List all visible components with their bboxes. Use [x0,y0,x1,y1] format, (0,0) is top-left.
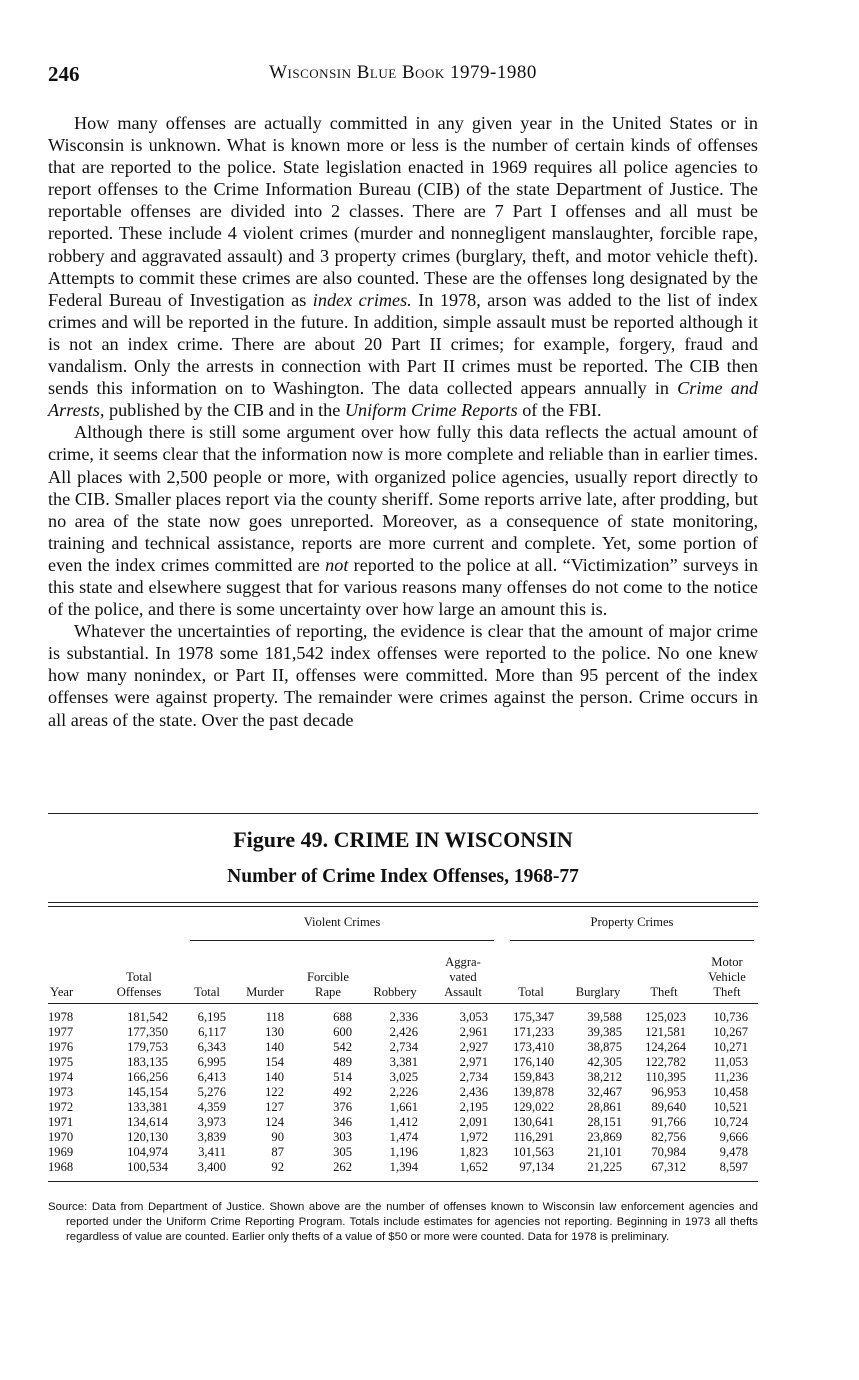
table-cell: 89,640 [651,1100,686,1114]
table-cell: 492 [333,1085,352,1099]
table-cell: 159,843 [513,1070,554,1084]
table-cell: 2,226 [389,1085,418,1099]
table-cell: 28,861 [587,1100,622,1114]
col-murder: Murder [236,949,294,1004]
col-robbery: Robbery [362,949,428,1004]
table-cell: 10,271 [713,1040,748,1054]
table-cell: 140 [265,1040,284,1054]
page-number: 246 [48,62,80,86]
table-row [48,1085,758,1100]
paragraph-2: Although there is still some argument over how fully this data reflects the actual amount of crime, it seems clear that the information now is more complete and reliable than in earlier times. All places with 2,500 people or more, with organized police agencies, usually report directly to the CIB. Smaller places report via the county sheriff. Some reports arrive late, after prodding, but no area of the state now goes unreported. Moreover, as a consequence of state monitoring, training and technical assistance, reports are more current and complete. Yet, some portion of even the index crimes committed are not reported to the police at all. “Victimization” surveys in this state and elsewhere suggest that for various reasons many offenses do not come to the notice of the police, and there is some uncertainty over how large an amount this is. [48,422,758,620]
table-cell: 3,053 [459,1010,488,1024]
table-cell: 21,101 [587,1145,622,1159]
table-cell: 166,256 [127,1070,168,1084]
table-cell: 2,436 [459,1085,488,1099]
table-cell: 10,724 [713,1115,748,1129]
crime-index-table [48,911,758,1175]
running-title: Wisconsin Blue Book 1979-1980 [269,62,537,83]
table-cell: 21,225 [587,1160,622,1174]
table-row [48,1100,758,1115]
table-cell: 139,878 [513,1085,554,1099]
figure-subtitle: Number of Crime Index Offenses, 1968-77 [227,866,579,887]
table-cell: 32,467 [587,1085,622,1099]
table-cell: 6,117 [198,1025,226,1039]
table-cell: 116,291 [513,1130,554,1144]
table-cell: 42,305 [587,1055,622,1069]
table-cell: 177,350 [127,1025,168,1039]
table-cell: 179,753 [127,1040,168,1054]
table-cell: 9,478 [719,1145,748,1159]
table-cell: 23,869 [587,1130,622,1144]
table-cell: 3,411 [198,1145,226,1159]
table-cell: 118 [265,1010,284,1024]
table-cell: 175,347 [513,1010,554,1024]
table-row [48,1055,758,1070]
col-motor-vehicle-theft: Motor Vehicle Theft [696,949,758,1004]
crime-table-container [48,902,758,1182]
table-cell: 82,756 [651,1130,686,1144]
table-cell: 38,875 [587,1040,622,1054]
table-cell: 28,151 [587,1115,622,1129]
table-row [48,1025,758,1040]
table-cell: 3,025 [389,1070,418,1084]
table-cell: 1,394 [389,1160,418,1174]
row-year-cell: 1978 [48,1010,74,1024]
table-cell: 91,766 [651,1115,686,1129]
col-year: Year [48,949,100,1004]
table-cell: 124 [265,1115,284,1129]
source-note: Source: Data from Department of Justice. Shown above are the number of offenses known to Wisconsin law enforcement agencies and reported under the Uniform Crime Reporting Program. Totals include estimates for agencies not reporting. Beginning in 1973 all thefts regardless of value are counted. Earlier only thefts of a value of $50 or more were counted. Data for 1978 is preliminary. [48,1201,758,1243]
table-cell: 11,236 [713,1070,748,1084]
table-cell: 1,972 [459,1130,488,1144]
paragraph-3: Whatever the uncertainties of reporting, the evidence is clear that the amount of major crime is substantial. In 1978 some 181,542 index offenses were reported to the police. No one knew how many nonindex, or Part II, offenses were committed. More than 95 percent of the index offenses were against property. The remainder were crimes against the person. Crime occurs in all areas of the state. Over the past decade [48,621,758,730]
table-cell: 9,666 [719,1130,748,1144]
table-cell: 120,130 [127,1130,168,1144]
table-cell: 110,395 [645,1070,686,1084]
table-row [48,1004,758,1026]
table-cell: 101,563 [513,1145,554,1159]
table-cell: 122 [265,1085,284,1099]
table-cell: 154 [265,1055,284,1069]
table-cell: 10,521 [713,1100,748,1114]
table-cell: 124,264 [645,1040,686,1054]
table-cell: 3,839 [197,1130,226,1144]
table-cell: 67,312 [651,1160,686,1174]
row-year-cell: 1973 [48,1085,74,1099]
table-row [48,1040,758,1055]
col-aggravated-assault: Aggra- vated Assault [428,949,498,1004]
body-text [48,112,758,731]
table-cell: 130,641 [513,1115,554,1129]
table-cell: 2,971 [459,1055,488,1069]
col-burglary: Burglary [564,949,632,1004]
table-cell: 171,233 [513,1025,554,1039]
table-cell: 1,196 [389,1145,418,1159]
table-cell: 97,134 [519,1160,554,1174]
row-year-cell: 1977 [48,1025,74,1039]
table-cell: 2,927 [459,1040,488,1054]
table-cell: 96,953 [651,1085,686,1099]
table-cell: 1,661 [389,1100,418,1114]
table-cell: 11,053 [713,1055,748,1069]
row-year-cell: 1971 [48,1115,74,1129]
col-theft: Theft [632,949,696,1004]
table-row [48,1160,758,1175]
col-violent-total: Total [178,949,236,1004]
table-cell: 376 [333,1100,352,1114]
table-cell: 173,410 [513,1040,554,1054]
table-cell: 6,413 [197,1070,226,1084]
table-cell: 262 [333,1160,352,1174]
table-cell: 39,385 [587,1025,622,1039]
violent-crimes-header: Violent Crimes [178,911,498,949]
table-cell: 38,212 [587,1070,622,1084]
table-cell: 489 [333,1055,352,1069]
table-cell: 2,091 [459,1115,488,1129]
table-cell: 10,736 [713,1010,748,1024]
table-cell: 688 [333,1010,352,1024]
table-cell: 10,458 [713,1085,748,1099]
row-year-cell: 1968 [48,1160,74,1174]
table-cell: 140 [265,1070,284,1084]
table-cell: 121,581 [645,1025,686,1039]
table-cell: 70,984 [651,1145,686,1159]
paragraph-1: How many offenses are actually committed in any given year in the United States or in Wisconsin is unknown. What is known more or less is the number of certain kinds of offenses that are reported to the police. State legislation enacted in 1969 requires all police agencies to report offenses to the Crime Information Bureau (CIB) of the state Department of Justice. The reportable offenses are divided into 2 classes. There are 7 Part I offenses and all must be reported. These include 4 violent crimes (murder and nonnegligent manslaughter, forcible rape, robbery and aggravated assault) and 3 property crimes (burglary, theft, and motor vehicle theft). Attempts to commit these crimes are also counted. These are the offenses long designated by the Federal Bureau of Investigation as index crimes. In 1978, arson was added to the list of index crimes and will be reported in the future. In addition, simple assault must be reported although it is not an index crime. There are about 20 Part II crimes; for example, forgery, fraud and vandalism. Only the arrests in connection with Part II crimes must be reported. The CIB then sends this information on to Washington. The data collected appears annually in Crime and Arrests, published by the CIB and in the Uniform Crime Reports of the FBI. [48,113,759,421]
col-total-offenses: Total Offenses [100,949,178,1004]
page-header [48,62,758,92]
table-cell: 1,412 [389,1115,418,1129]
table-cell: 2,426 [389,1025,418,1039]
row-year-cell: 1970 [48,1130,74,1144]
table-cell: 8,597 [719,1160,748,1174]
row-year-cell: 1976 [48,1040,74,1054]
table-cell: 104,974 [127,1145,168,1159]
table-body [48,1004,758,1176]
table-cell: 600 [333,1025,352,1039]
table-cell: 3,400 [197,1160,226,1174]
table-cell: 181,542 [127,1010,168,1024]
table-cell: 127 [265,1100,284,1114]
table-cell: 2,961 [459,1025,488,1039]
table-row [48,1130,758,1145]
table-cell: 125,023 [645,1010,686,1024]
row-year-cell: 1974 [48,1070,74,1084]
property-crimes-header: Property Crimes [498,911,758,949]
table-cell: 145,154 [127,1085,168,1099]
table-row [48,1070,758,1085]
table-cell: 1,474 [389,1130,418,1144]
table-cell: 92 [271,1160,284,1174]
table-cell: 2,734 [389,1040,418,1054]
col-property-total: Total [498,949,564,1004]
table-cell: 90 [271,1130,284,1144]
table-cell: 2,195 [459,1100,488,1114]
table-cell: 39,588 [587,1010,622,1024]
table-cell: 6,195 [197,1010,226,1024]
table-cell: 122,782 [645,1055,686,1069]
row-year-cell: 1969 [48,1145,74,1159]
table-cell: 87 [271,1145,284,1159]
table-cell: 6,995 [197,1055,226,1069]
table-cell: 5,276 [197,1085,226,1099]
table-cell: 346 [333,1115,352,1129]
section-divider [48,813,758,814]
table-cell: 133,381 [127,1100,168,1114]
table-cell: 1,823 [459,1145,488,1159]
table-cell: 305 [333,1145,352,1159]
table-cell: 1,652 [459,1160,488,1174]
figure-title: Figure 49. CRIME IN WISCONSIN [233,827,573,852]
table-cell: 130 [265,1025,284,1039]
table-cell: 10,267 [713,1025,748,1039]
table-cell: 183,135 [127,1055,168,1069]
table-cell: 176,140 [513,1055,554,1069]
table-cell: 514 [333,1070,352,1084]
table-cell: 3,381 [389,1055,418,1069]
table-cell: 542 [333,1040,352,1054]
table-row [48,1115,758,1130]
table-cell: 100,534 [127,1160,168,1174]
col-forcible-rape: Forcible Rape [294,949,362,1004]
row-year-cell: 1975 [48,1055,74,1069]
table-row [48,1145,758,1160]
row-year-cell: 1972 [48,1100,74,1114]
table-cell: 3,973 [197,1115,226,1129]
table-cell: 303 [333,1130,352,1144]
table-cell: 2,336 [389,1010,418,1024]
table-cell: 2,734 [459,1070,488,1084]
table-cell: 6,343 [197,1040,226,1054]
table-cell: 129,022 [513,1100,554,1114]
table-cell: 4,359 [197,1100,226,1114]
table-cell: 134,614 [127,1115,168,1129]
